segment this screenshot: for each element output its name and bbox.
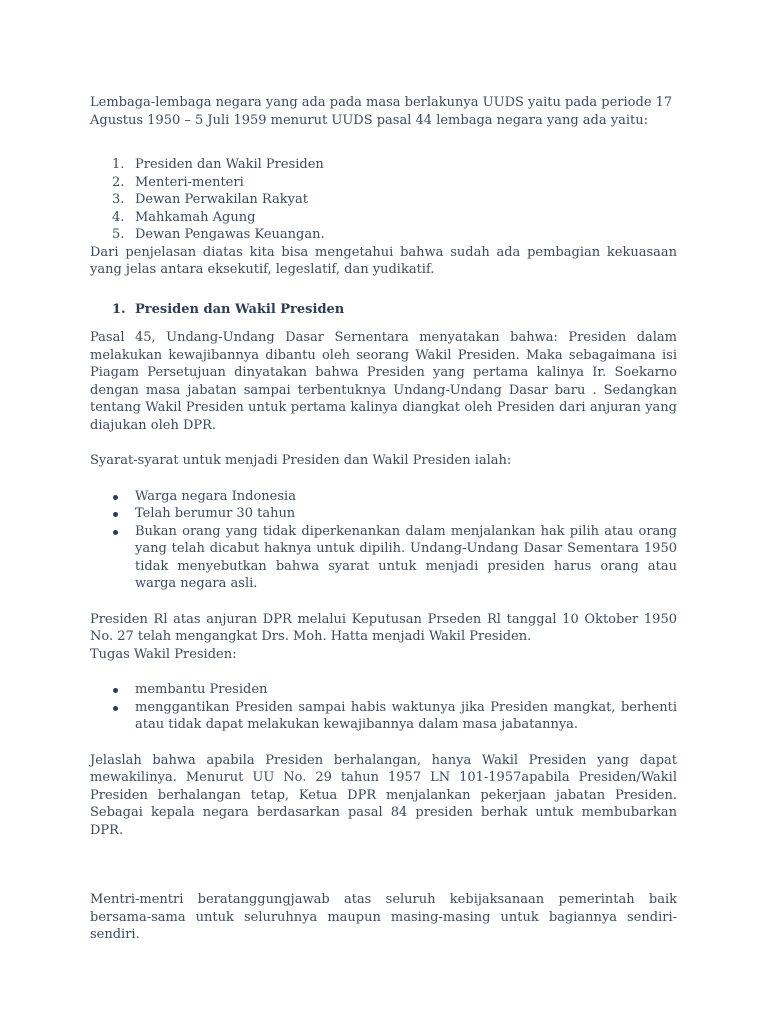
bullet-item <box>90 699 677 734</box>
menteri-paragraph: Mentri-mentri beratanggungjawab atas seluruh kebijaksanaan pemerintah baik bersama-sama untuk seluruhnya maupun masing-masing untuk bagiannya sendiri-sendiri. <box>90 892 677 942</box>
tugas-intro: Tugas Wakil Presiden: <box>90 646 237 662</box>
bullet-text: Bukan orang yang tidak diperkenankan dalam menjalankan hak pilih atau orang yang telah dicabut haknya untuk dipilih. Undang-Undang Dasar Sementara 1950 tidak menyebutkan bahwa syarat untuk menjadi presiden harus orang atau warga negara asli. <box>135 523 677 591</box>
hatta-paragraph: Presiden Rl atas anjuran DPR melalui Keputusan Prseden Rl tanggal 10 Oktober 1950 No. 27 telah mengangkat Drs. Moh. Hatta menjadi Wakil Presiden. <box>90 611 677 644</box>
list-number: 5. <box>112 227 125 242</box>
bullet-text: Telah berumur 30 tahun <box>135 506 296 521</box>
section-number: 1. <box>112 301 126 317</box>
bullet-text: Warga negara Indonesia <box>135 488 296 504</box>
pasal-45-paragraph: Pasal 45, Undang-Undang Dasar Sernentara menyatakan bahwa: Presiden dalam melakukan kewajibannya dibantu oleh seorang Wakil Presiden. Maka sebagaimana isi Piagam Persetujuan dinyatakan bahwa Presiden yang pertama kalinya Ir. Soekarno dengan masa jabatan sampai terbentuknya Undang-Undang Dasar baru . Sedangkan tentang Wakil Presiden untuk pertama kalinya diangkat oleh Presiden dari anjuran yang diajukan oleh DPR. <box>90 330 677 433</box>
bullet-item <box>90 488 677 506</box>
tugas-list <box>90 681 677 734</box>
list-item-text: Mahkamah Agung <box>135 209 256 225</box>
bullet-icon <box>113 495 118 500</box>
list-item-text: Dewan Pengawas Keuangan. <box>135 227 325 242</box>
list-number: 2. <box>112 174 125 190</box>
list-item <box>90 156 677 174</box>
section-title: Presiden dan Wakil Presiden <box>135 301 345 317</box>
bullet-icon <box>113 530 118 535</box>
document-page <box>90 94 677 944</box>
bullet-icon <box>113 706 118 711</box>
bullet-icon <box>113 512 118 517</box>
list-number: 3. <box>112 192 125 207</box>
list-item-text: Menteri-menteri <box>135 174 244 190</box>
syarat-list <box>90 488 677 593</box>
berhalangan-paragraph: Jelaslah bahwa apabila Presiden berhalangan, hanya Wakil Presiden yang dapat mewakilinya. Menurut UU No. 29 tahun 1957 LN 101-1957apabila Presiden/Wakil Presiden berhalangan tetap, Ketua DPR menjalankan pekerjaan jabatan Presiden. Sebagai kepala negara berdasarkan pasal 84 presiden berhak untuk membubarkan DPR. <box>90 752 677 838</box>
list-number: 1. <box>112 157 125 172</box>
bullet-item <box>90 681 677 699</box>
bullet-icon <box>113 688 118 693</box>
list-item <box>90 174 677 192</box>
explanation-paragraph: Dari penjelasan diatas kita bisa mengetahui bahwa sudah ada pembagian kekuasaan yang jelas antara eksekutif, legeslatif, dan yudikatif. <box>90 244 677 277</box>
bullet-item <box>90 505 677 523</box>
list-item <box>90 226 677 244</box>
bullet-item <box>90 523 677 593</box>
lembaga-list <box>90 156 677 244</box>
section-heading <box>90 301 677 319</box>
list-item-text: Presiden dan Wakil Presiden <box>135 157 324 172</box>
list-number: 4. <box>112 209 125 225</box>
list-item <box>90 191 677 209</box>
bullet-text: membantu Presiden <box>135 682 268 697</box>
list-item-text: Dewan Perwakilan Rakyat <box>135 192 308 207</box>
bullet-text: menggantikan Presiden sampai habis waktunya jika Presiden mangkat, berhenti atau tidak dapat melakukan kewajibannya dalam masa jabatannya. <box>135 699 677 732</box>
syarat-intro: Syarat-syarat untuk menjadi Presiden dan Wakil Presiden ialah: <box>90 453 512 468</box>
list-item <box>90 209 677 227</box>
intro-paragraph: Lembaga-lembaga negara yang ada pada masa berlakunya UUDS yaitu pada periode 17 Agustus 1950 – 5 Juli 1959 menurut UUDS pasal 44 lembaga negara yang ada yaitu: <box>90 95 673 128</box>
